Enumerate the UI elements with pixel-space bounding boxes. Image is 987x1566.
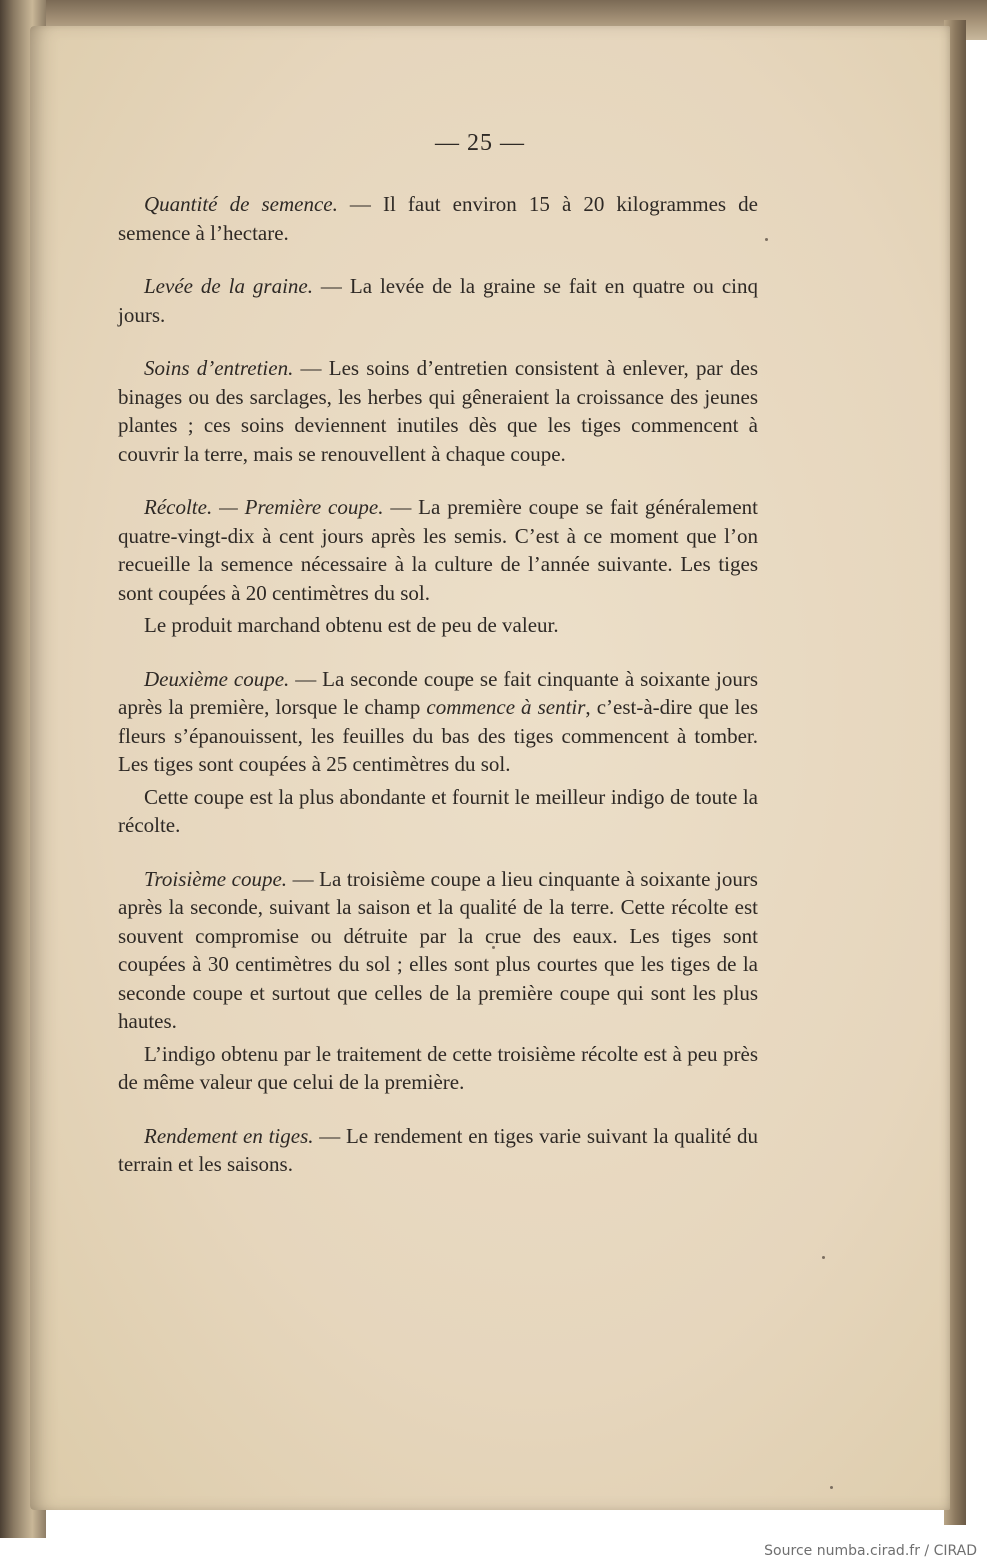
paragraph-indigo-obtenu <box>118 1040 758 1097</box>
paragraph-quantite-semence <box>118 190 758 247</box>
paper-speck <box>765 238 768 241</box>
paragraph-lead: Récolte. — Première coupe. <box>144 495 384 519</box>
paragraph-lead: Deuxième coupe. <box>144 666 290 691</box>
page-body <box>118 190 758 1179</box>
page-number: — 25 — <box>435 130 525 156</box>
paragraph-text: L’indigo obtenu par le traitement de cette troisième récolte est à peu près de même valeur que celui de la première. <box>118 1041 758 1094</box>
paragraph-text: — La seconde coupe se fait cinquante à soixante jours après la première, lorsque le champ <box>118 666 758 719</box>
paragraph-text: — La première coupe se fait généralement quatre-vingt-dix à cent jours après les semis. C’est à ce moment que l’on recueille la semence nécessaire à la culture de l’année suivante. Les tiges sont coupées à 20 centimètres du sol. <box>118 495 758 605</box>
paragraph-deuxieme-coupe <box>118 665 758 779</box>
paragraph-lead: Soins d’entretien. <box>144 356 294 380</box>
paragraph-rendement-tiges <box>118 1122 758 1179</box>
paper-speck <box>830 1486 833 1489</box>
paragraph-text: — La levée de la graine se fait en quatre ou cinq jours. <box>118 274 758 327</box>
paragraph-soins-entretien <box>118 354 758 468</box>
paragraph-emphasis: commence à sentir <box>426 695 586 719</box>
paper-speck <box>822 1256 825 1259</box>
paragraph-troisieme-coupe <box>118 865 758 1036</box>
paragraph-text: — Il faut environ 15 à 20 kilogrammes de semence à l’hectare. <box>118 192 758 245</box>
paragraph-levee-graine <box>118 272 758 329</box>
paragraph-text: — Le rendement en tiges varie suivant la qualité du terrain et les saisons. <box>118 1123 759 1176</box>
paragraph-text-tail: , c’est-à-dire que les fleurs s’épanouissent, les feuilles du bas des tiges commencent à tomber. Les tiges sont coupées à 25 centimètres du sol. <box>118 695 758 776</box>
source-credit: Source numba.cirad.fr / CIRAD <box>764 1543 977 1559</box>
paragraph-text: Cette coupe est la plus abondante et fournit le meilleur indigo de toute la récolte. <box>118 784 758 837</box>
paragraph-text: — Les soins d’entretien consistent à enlever, par des binages ou des sarclages, les herbes qui gêneraient la croissance des jeunes plantes ; ces soins deviennent inutiles dès que les tiges commencent à couvrir la terre, mais se renouvellent à chaque coupe. <box>118 356 758 466</box>
paragraph-lead: Quantité de semence. <box>144 192 338 216</box>
paragraph-text: Le produit marchand obtenu est de peu de valeur. <box>144 613 559 637</box>
paragraph-produit-marchand <box>118 611 758 640</box>
paragraph-lead: Troisième coupe. <box>144 866 288 891</box>
paragraph-lead: Rendement en tiges. <box>144 1123 314 1148</box>
paragraph-text: — La troisième coupe a lieu cinquante à soixante jours après la seconde, suivant la saison et la qualité de la terre. Cette récolte est souvent compromise ou détruite par la crue des eaux. Les tiges sont coupées à 30 centimètres du sol ; elles sont plus courtes que les tiges de la seconde coupe et surtout que celles de la première coupe qui sont les plus hautes. <box>118 866 758 1033</box>
paragraph-cette-coupe <box>118 783 758 840</box>
paragraph-lead: Levée de la graine. <box>144 274 313 298</box>
paragraph-recolte-premiere-coupe <box>118 493 758 607</box>
